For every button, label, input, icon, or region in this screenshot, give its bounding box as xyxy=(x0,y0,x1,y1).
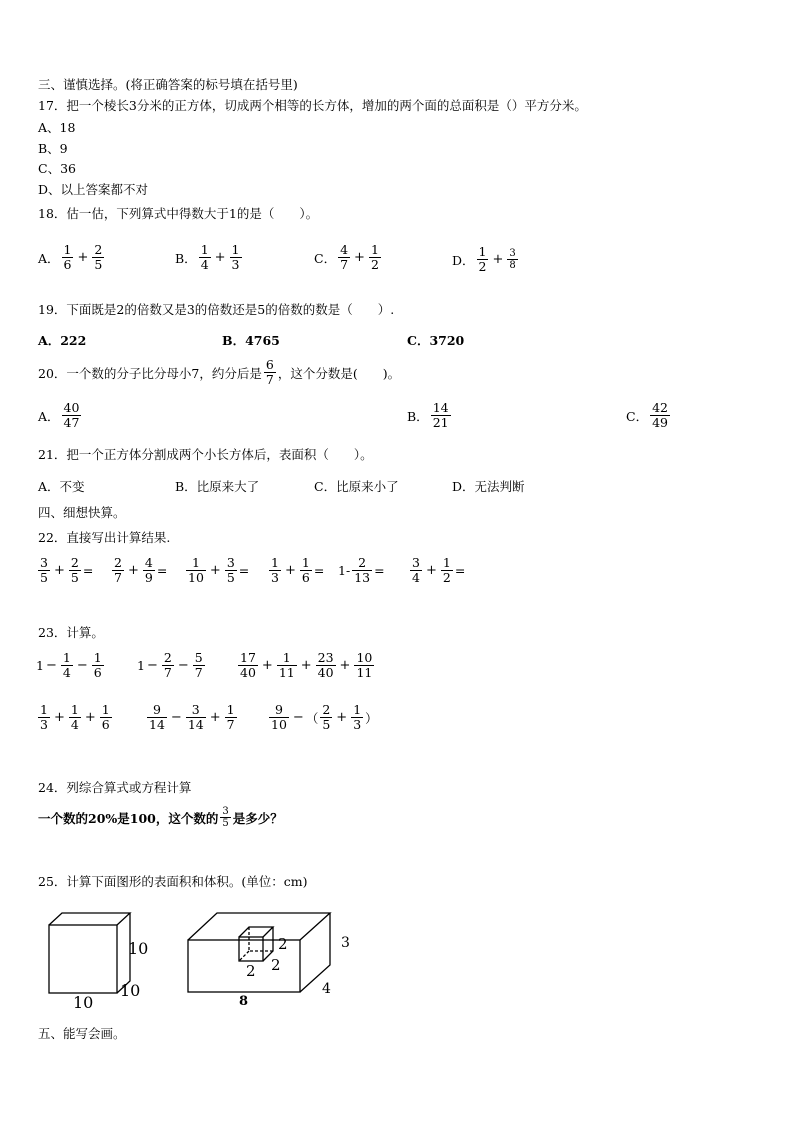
fraction: $\frac{10}{11}$ xyxy=(356,650,373,680)
q23-expr-3: 17 40 + $\frac{1}{11}$ + $\frac{23}{40}$ + $\frac{10}{11}$ xyxy=(240,650,373,680)
cube-length-label: 10 xyxy=(73,993,94,1010)
fraction: 3 4 xyxy=(412,555,420,585)
q21-option-c: C．比原来小了 xyxy=(314,479,399,494)
q18-option-c: C． 4 7 + $\frac{1}{2}$ xyxy=(314,242,379,272)
fraction: 9 14 xyxy=(149,702,165,732)
fraction: 4 7 xyxy=(340,242,349,272)
q17-option-d: D、以上答案都不对 xyxy=(38,182,149,197)
fraction: 40 47 xyxy=(63,400,80,430)
fraction: 1 4 xyxy=(200,242,209,272)
q22-item-5: 1- $\frac{2}{13}$ = xyxy=(338,555,385,585)
cube-figure xyxy=(49,913,130,993)
fraction: $\frac{3}{8}$ xyxy=(509,248,516,271)
fraction: $\frac{1}{11}$ xyxy=(278,650,295,680)
q25-stem: 25．计算下面图形的表面积和体积。(单位：cm) xyxy=(38,874,308,889)
hole-height-label: 2 xyxy=(278,935,288,953)
q19-option-c: C．3720 xyxy=(407,333,465,348)
q20-option-b: B． 14 21 xyxy=(407,400,449,430)
q19-option-b: B．4765 xyxy=(222,333,280,348)
q20-option-c: C． 42 49 xyxy=(626,400,668,430)
hole-depth-label: 2 xyxy=(271,956,281,974)
q17-option-a: A、18 xyxy=(38,120,76,135)
q21-option-b: B．比原来大了 xyxy=(175,479,260,494)
option-label: A． xyxy=(38,250,60,266)
fraction: $\frac{1}{6}$ xyxy=(93,650,102,680)
q24-stem: 24．列综合算式或方程计算 xyxy=(38,780,192,795)
fraction: $\frac{23}{40}$ xyxy=(317,650,334,680)
q18-stem: 18．估一估，下列算式中得数大于1的是（ ）。 xyxy=(38,206,319,221)
section-5-title: 五、能写会画。 xyxy=(38,1026,126,1041)
q23-stem: 23．计算。 xyxy=(38,625,104,640)
q23-expr-4: 1 3 + $\frac{1}{4}$ + $\frac{1}{6}$ xyxy=(40,702,110,732)
cuboid-depth-label: 4 xyxy=(322,981,331,997)
fraction: 6 7 xyxy=(265,357,274,387)
fraction: 1 6 xyxy=(63,242,72,272)
q23-expr-5: 9 14 − $\frac{3}{14}$ + $\frac{1}{7}$ xyxy=(149,702,235,732)
fraction: $\frac{1}{6}$ xyxy=(101,702,110,732)
fraction: 14 21 xyxy=(432,400,449,430)
q23-expr-1: 1 − $\frac{1}{4}$ − $\frac{1}{6}$ xyxy=(36,650,102,680)
fraction: 17 40 xyxy=(240,650,256,680)
option-label: B． xyxy=(175,250,197,266)
q18-option-a: A． 1 6 + $\frac{2}{5}$ xyxy=(38,242,103,272)
q21-option-d: D．无法判断 xyxy=(452,479,525,494)
fraction: $\frac{3}{5}$ xyxy=(226,555,235,585)
q22-item-2: 2 7 + $\frac{4}{9}$ = xyxy=(114,555,168,585)
fraction: 3 5 xyxy=(40,555,48,585)
hole-hidden-edge xyxy=(239,951,249,961)
hole-width-label: 2 xyxy=(246,962,256,980)
fraction: $\frac{1}{3}$ xyxy=(231,242,240,272)
q21-option-a: A．不变 xyxy=(38,479,85,494)
q20-stem: 20．一个数的分子比分母小7，约分后是 6 7 ，这个分数是( )。 xyxy=(38,357,401,387)
fraction: $\frac{1}{3}$ xyxy=(353,702,362,732)
fraction: $\frac{1}{2}$ xyxy=(442,555,451,585)
q17-option-c: C、36 xyxy=(38,161,76,176)
q23-expr-6: 9 10 − （ 2 5 + $\frac{1}{3}$ ） xyxy=(271,702,378,732)
fraction: 1 10 xyxy=(188,555,204,585)
q23-expr-2: 1 − $\frac{2}{7}$ − $\frac{5}{7}$ xyxy=(137,650,203,680)
fraction: $\frac{1}{4}$ xyxy=(62,650,71,680)
cuboid-length-label: 8 xyxy=(239,994,249,1009)
fraction: $\frac{3}{14}$ xyxy=(187,702,204,732)
q17-option-b: B、9 xyxy=(38,141,68,156)
fraction: $\frac{2}{13}$ xyxy=(354,555,371,585)
q22-item-6: 3 4 + $\frac{1}{2}$ = xyxy=(412,555,466,585)
q19-option-a: A．222 xyxy=(38,333,87,348)
fraction: $\frac{2}{5}$ xyxy=(70,555,79,585)
q22-item-3: 1 10 + $\frac{3}{5}$ = xyxy=(188,555,250,585)
option-label: C． xyxy=(314,250,337,266)
cuboid-height-label: 3 xyxy=(341,935,350,951)
q21-stem: 21．把一个正方体分割成两个小长方体后，表面积（ ）。 xyxy=(38,447,373,462)
q18-option-d: D． 1 2 + $\frac{3}{8}$ xyxy=(452,244,516,274)
fraction: 1 2 xyxy=(478,244,487,274)
q20-option-a: A． 40 47 xyxy=(38,400,80,430)
q19-stem: 19．下面既是2的倍数又是3的倍数还是5的倍数的数是（ ）. xyxy=(38,302,395,317)
fraction: $\frac{1}{6}$ xyxy=(301,555,310,585)
q25-figures xyxy=(40,905,370,1010)
fraction: 3 5 xyxy=(222,806,229,829)
cube-depth-label: 10 xyxy=(120,981,141,1000)
fraction: 9 10 xyxy=(271,702,287,732)
section-3-title: 三、谨慎选择。(将正确答案的标号填在括号里) xyxy=(38,77,298,92)
q17-stem: 17．把一个棱长3分米的正方体，切成两个相等的长方体，增加的两个面的总面积是（）平方分米。 xyxy=(38,98,587,113)
q22-item-4: 1 3 + $\frac{1}{6}$ = xyxy=(271,555,325,585)
fraction: 42 49 xyxy=(652,400,668,430)
cube-top-face xyxy=(49,913,130,925)
section-4-title: 四、细想快算。 xyxy=(38,505,126,520)
fraction: $\frac{1}{2}$ xyxy=(370,242,379,272)
fraction: 1 3 xyxy=(40,702,48,732)
fraction: $\frac{2}{5}$ xyxy=(94,242,103,272)
fraction: $\frac{1}{4}$ xyxy=(70,702,79,732)
fraction: $\frac{2}{7}$ xyxy=(163,650,172,680)
q18-option-b: B． 1 4 + $\frac{1}{3}$ xyxy=(175,242,240,272)
hole-top-face xyxy=(239,927,273,937)
fraction: $\frac{4}{9}$ xyxy=(144,555,153,585)
fraction: 1 3 xyxy=(271,555,279,585)
q22-item-1: 3 5 + $\frac{2}{5}$ = xyxy=(40,555,94,585)
fraction: 2 5 xyxy=(322,702,331,732)
cube-height-label: 10 xyxy=(128,939,149,958)
q24-problem: 一个数的20%是100，这个数的 3 5 是多少？ xyxy=(38,806,283,829)
fraction: $\frac{1}{7}$ xyxy=(226,702,235,732)
cuboid-figure xyxy=(188,913,330,992)
cube-front-face xyxy=(49,925,117,993)
fraction: 2 7 xyxy=(114,555,122,585)
fraction: $\frac{5}{7}$ xyxy=(194,650,203,680)
option-label: D． xyxy=(452,252,475,268)
q22-stem: 22．直接写出计算结果. xyxy=(38,530,171,545)
